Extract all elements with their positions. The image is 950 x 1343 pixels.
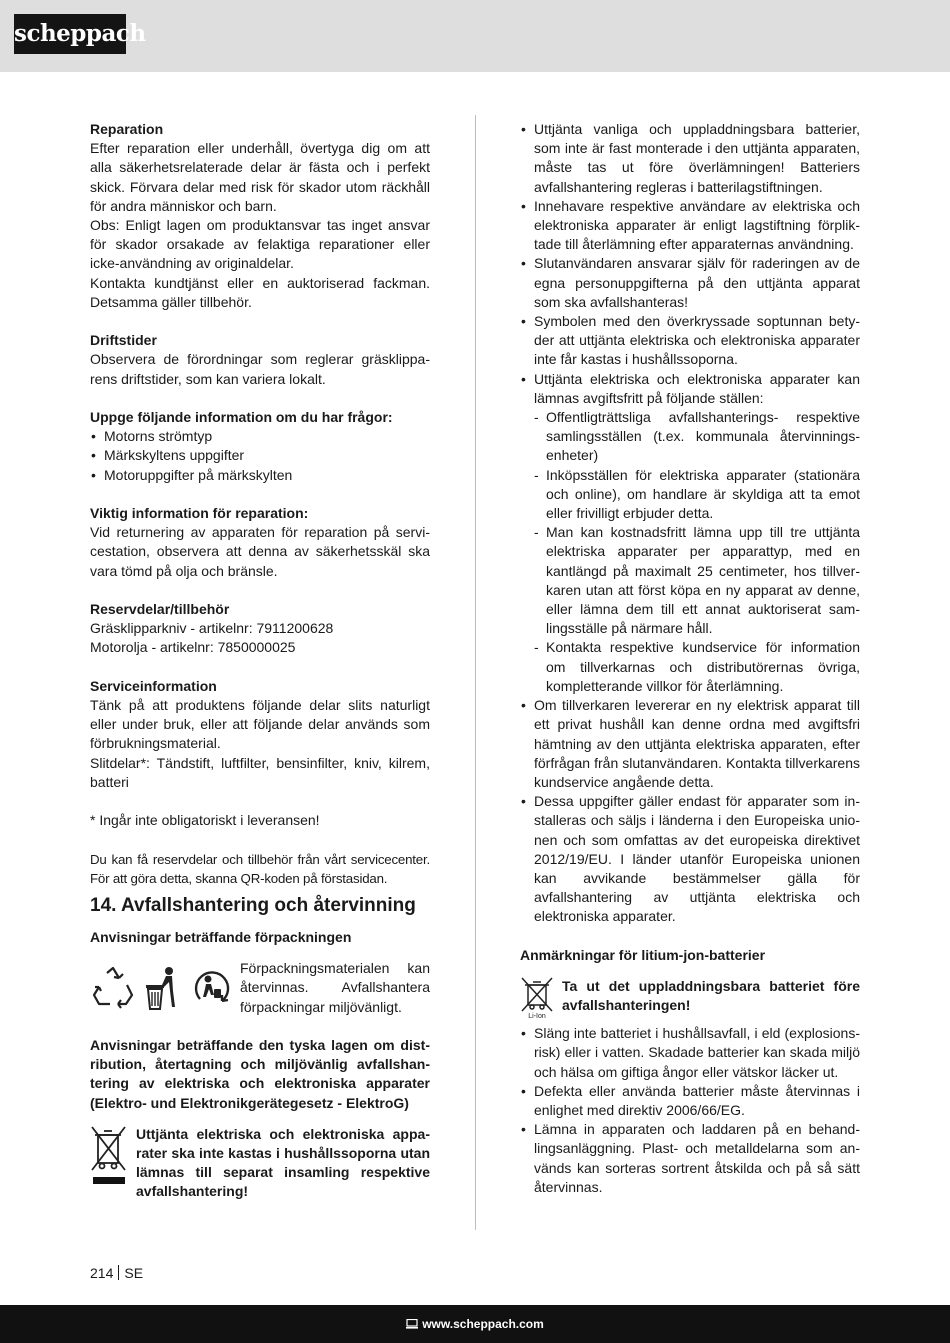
weee-warning-row [90, 1125, 430, 1202]
liion-warning-text: Ta ut det uppladdningsbara batteriet före avfallshanteringen! [562, 977, 860, 1014]
recycle-icon [90, 965, 136, 1011]
reparation-heading: Reparation [90, 121, 164, 137]
page-footer [90, 1265, 143, 1281]
left-column [90, 120, 430, 1202]
liion-heading: Anmärkningar för litium-jon-batterier [520, 946, 766, 963]
right-column [520, 120, 860, 1197]
page-number: 214 [90, 1265, 114, 1281]
header-bar [0, 0, 950, 72]
liion-warning-row [520, 977, 860, 1024]
driftstider-heading: Driftstider [90, 332, 157, 349]
liion-list [520, 1024, 860, 1197]
packaging-row [90, 959, 430, 1017]
list-item: • Slutanvändaren ansvarar själv för raderingen av de egna personuppgifterna på den uttjänta apparat som ska avfallshanteras! [520, 254, 860, 312]
fragor-list [90, 427, 430, 485]
language-code: SE [124, 1265, 144, 1281]
recycle-person-icon [188, 965, 234, 1011]
service-paragraph-3: Du kan få reservdelar och tillbehör från vårt servicecenter. För att göra detta, skanna QR-koden på förstasidan. [90, 851, 430, 886]
list-item: • Innehavare respektive användare av elektriska och elektroniska apparater är enligt lagstiftning förpliktade till återlämning efter apparaternas användning. [520, 197, 860, 255]
packaging-text: Förpackningsmaterialen kan återvinnas. Avfallshantera förpackningar miljövänligt. [240, 960, 430, 1015]
disposal-list [520, 120, 860, 927]
list-item: • Symbolen med den överkryssade soptunnan betyder att uttjänta elektriska och elektroniska apparater inte får kastas i hushållssoporna. [520, 312, 860, 370]
list-item: • Dessa uppgifter gäller endast för apparater som installeras och säljs i länderna i den Europeiska unionen och som omfattas av det europeiska direktivet 2012/19/EU. I länder utanför Europeiska unionen kan avvikande bestämmelser gälla för avfallshantering av uttjänta elektriska och elektroniska apparater. [520, 792, 860, 926]
fragor-heading: Uppge följande information om du har frågor: [90, 409, 393, 426]
law-heading: Anvisningar beträffande den tyska lagen om distribution, återtagning och miljövänlig avfallshantering av elektriska och elektroniska apparater (Elektro- und Elektronikgerätegesetz - ElektroG) [90, 1037, 430, 1111]
trash-disposal-icon [142, 965, 182, 1011]
computer-icon [406, 1319, 418, 1329]
website-bar [0, 1305, 950, 1343]
section-14-title: 14. Avfallshantering och återvinning [90, 895, 416, 917]
list-item: • Släng inte batteriet i hushållsavfall, i eld (explosionsrisk) eller i vatten. Skadade batterier kan skada miljö och hälsa om giftiga ångor eller vätskor läcker ut. [520, 1024, 860, 1082]
packaging-icons [90, 959, 240, 1011]
list-item [520, 370, 860, 696]
sub-list-item: - Offentligträttsliga avfallshanterings- respektive samlingsställen (t.ex. kommunala återvinningsenheter) [520, 408, 860, 466]
viktig-heading: Viktig information för reparation: [90, 505, 309, 522]
packaging-heading: Anvisningar beträffande förpackningen [90, 929, 352, 946]
sub-list-item: - Man kan kostnadsfritt lämna upp till tre uttjänta elektriska apparater per apparattyp, med en kantlängd på maximalt 25 centimeter, hos tillverkaren utan att först köpa en ny apparat av denne, eller lämna dem till ett annat auktoriserat samlingsställe på närmare håll. [520, 523, 860, 638]
driftstider-paragraph: Observera de förordningar som reglerar gräsklipparens driftstider, som kan variera lokalt. [90, 351, 430, 387]
list-item: • Om tillverkaren levererar en ny elektrisk apparat till ett privat hushåll kan denne ordna med avgiftsfri hämtning av den uttjänta elektriska apparaten, efter förfrågan från slutanvändaren. Kontakta tillverkarens kundservice angående detta. [520, 696, 860, 792]
list-item: • Defekta eller använda batterier måste återvinnas i enlighet med direktiv 2006/66/EG. [520, 1082, 860, 1120]
reparation-paragraph-1: Efter reparation eller underhåll, övertyga dig om att alla säkerhetsrelaterade delar är fästa och i perfekt skick. Förvara delar med risk för skador utom räckhåll för andra människor och barn. [90, 140, 430, 214]
sub-list-item: - Kontakta respektive kundservice för information om tillverkarnas och distributörernas övriga, kompletterande villkor för återlämning. [520, 638, 860, 696]
list-item: • Motorns strömtyp [90, 427, 430, 446]
service-note: * Ingår inte obligatoriskt i leveransen! [90, 812, 320, 829]
column-divider [475, 115, 476, 1230]
website-link[interactable]: www.scheppach.com [422, 1317, 544, 1331]
reservdelar-line-2: Motorolja - artikelnr: 7850000025 [90, 639, 296, 656]
weee-warning-text: Uttjänta elektriska och elektroniska apparater ska inte kastas i hushållssoporna utan lämnas till separat insamling respektive avfallshantering! [136, 1125, 430, 1200]
list-item: • Märkskyltens uppgifter [90, 446, 430, 465]
list-item: • Uttjänta vanliga och uppladdningsbara batterier, som inte är fast monterade i den uttjänta apparaten, måste tas ut före överlämningen! Batteriers avfallshantering regleras i batterilagstiftningen. [520, 120, 860, 197]
service-paragraph-1: Tänk på att produktens följande delar slits naturligt eller under bruk, eller att följande delar används som förbrukningsmaterial. [90, 697, 430, 752]
reparation-paragraph-2: Obs: Enligt lagen om produktansvar tas inget ansvar för skador orsakade av felaktiga reparationer eller icke-användning av originaldelar. [90, 217, 430, 272]
list-item: • Lämna in apparaten och laddaren på en behandlingsanläggning. Plast- och metalldelarna som används kan sorteras sortrent åtskilda och på så sätt återvinnas. [520, 1120, 860, 1197]
service-paragraph-2: Slitdelar*: Tändstift, luftfilter, bensinfilter, kniv, kilrem, batteri [90, 754, 430, 790]
list-item-text: Uttjänta elektriska och elektroniska apparater kan lämnas avgiftsfritt på följande ställen: [534, 370, 860, 406]
reparation-paragraph-3: Kontakta kundtjänst eller en auktoriserad fackman. Detsamma gäller tillbehör. [90, 274, 430, 310]
sub-list-item: - Inköpsställen för elektriska apparater (stationära och online), om handlare är skyldiga att ta emot eller frivilligt erbjuder detta. [520, 466, 860, 524]
liion-icon-label: Li-Ion [528, 1012, 546, 1019]
viktig-paragraph: Vid returnering av apparaten för reparation på servicestation, observera att denna av säkerhetsskäl ska vara tömd på olja och bränsle. [90, 524, 430, 579]
collection-points-list [520, 408, 860, 696]
reservdelar-heading: Reservdelar/tillbehör [90, 601, 230, 618]
brand-logo: scheppach [14, 14, 126, 54]
crossed-bin-liion-icon [520, 977, 556, 1019]
crossed-bin-icon [90, 1125, 128, 1187]
service-heading: Serviceinformation [90, 677, 217, 694]
list-item: • Motoruppgifter på märkskylten [90, 466, 430, 485]
reservdelar-line-1: Gräsklipparkniv - artikelnr: 7911200628 [90, 620, 334, 637]
